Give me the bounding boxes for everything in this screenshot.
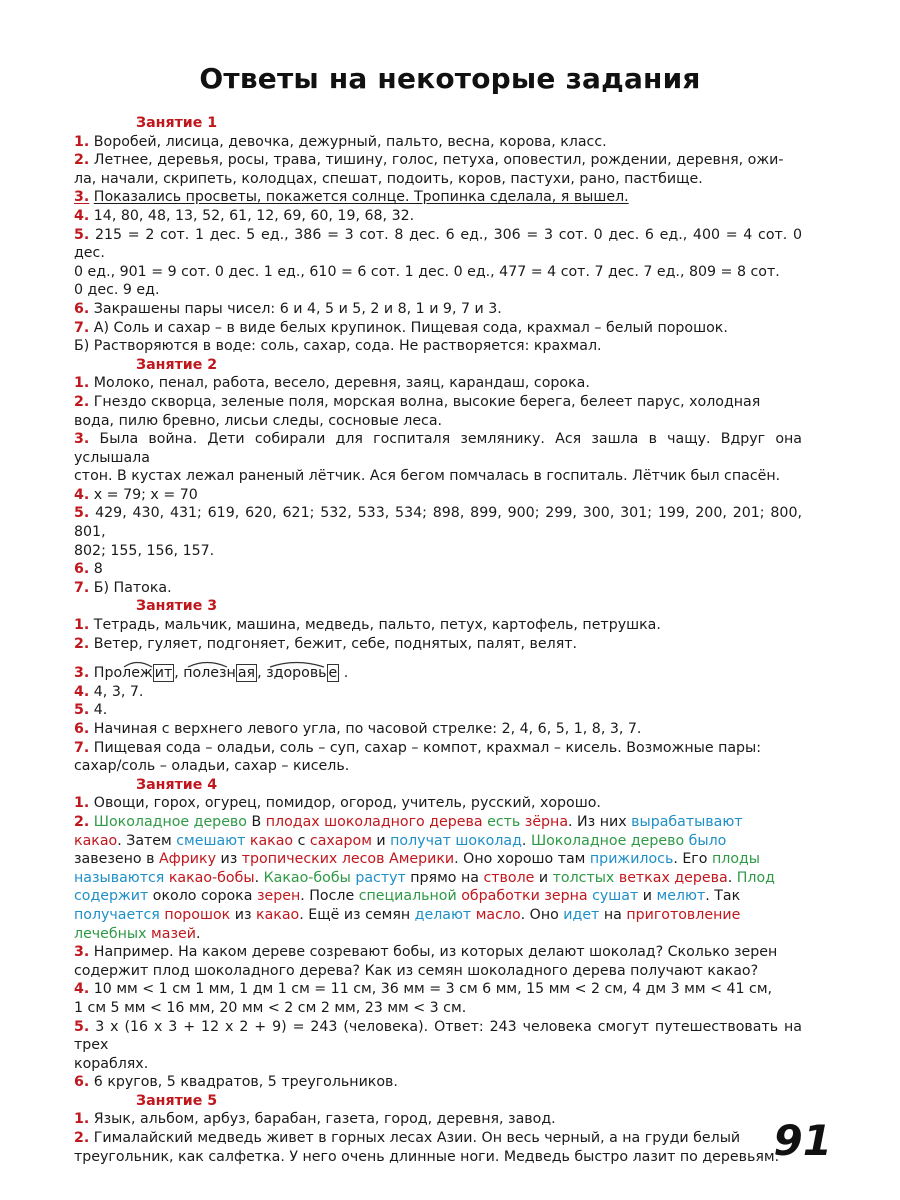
lesson-3-item-3: 3. Пролеж ит , полезн ая , здоровь е . bbox=[74, 664, 802, 683]
lesson-2-item-3-cont: стон. В кустах лежал раненый лётчик. Ася бегом помчалась в госпиталь. Лётчик был спасён. bbox=[74, 468, 781, 485]
lesson-3-item-5: 5. 4. bbox=[74, 702, 108, 719]
lesson-4-item-3: 3. Например. На каком дереве созревают бобы, из которых делают шоколад? Сколько зерен bbox=[74, 944, 778, 961]
lesson-1-item-3: 3. Показались просветы, покажется солнце. Тропинка сделала, я вышел. bbox=[74, 189, 629, 206]
lesson-4-item-3-cont: содержит плод шоколадного дерева? Как из семян шоколадного дерева получают какао? bbox=[74, 962, 759, 979]
lesson-4-item-5: 5. 3 х (16 х 3 + 12 х 2 + 9) = 243 (человека). Ответ: 243 человека смогут путешествовать на трех bbox=[74, 1018, 802, 1054]
lesson-4-item-5-cont: кораблях. bbox=[74, 1055, 149, 1072]
word-poleznaya: полезн ая bbox=[183, 664, 257, 683]
lesson-1-heading: Занятие 1 bbox=[136, 115, 218, 131]
lesson-1-item-1: 1. Воробей, лисица, девочка, дежурный, пальто, весна, корова, класс. bbox=[74, 133, 607, 150]
lesson-2-item-5: 5. 429, 430, 431; 619, 620, 621; 532, 533, 534; 898, 899, 900; 299, 300, 301; 199, 200, 201; 800, 801, bbox=[74, 505, 802, 541]
lesson-4-item-2-cont: содержит около сорока зерен. После специальной обработки зерна сушат и мелют. Так bbox=[74, 888, 741, 905]
word-prolezhit: Пролеж ит bbox=[94, 664, 174, 683]
page-number: 91 bbox=[773, 1116, 832, 1165]
lesson-1-item-7-cont: Б) Растворяются в воде: соль, сахар, сода. Не растворяется: крахмал. bbox=[74, 338, 602, 355]
lesson-5-heading: Занятие 5 bbox=[136, 1092, 218, 1109]
lesson-1-item-5: 5. 215 = 2 сот. 1 дес. 5 ед., 386 = 3 сот. 8 дес. 6 ед., 306 = 3 сот. 0 дес. 6 ед., 400 = 4 сот. 0 дес. bbox=[74, 226, 802, 262]
answers-content bbox=[74, 114, 802, 1166]
lesson-4-heading: Занятие 4 bbox=[136, 776, 218, 793]
lesson-1-item-7: 7. А) Соль и сахар – в виде белых крупинок. Пищевая сода, крахмал – белый порошок. bbox=[74, 319, 728, 336]
lesson-2-item-1: 1. Молоко, пенал, работа, весело, деревня, заяц, карандаш, сорока. bbox=[74, 375, 590, 392]
lesson-2-item-2-cont: вода, пилю бревно, лисьи следы, сосновые леса. bbox=[74, 412, 443, 429]
lesson-3-item-7: 7. Пищевая сода – оладьи, соль – суп, сахар – компот, крахмал – кисель. Возможные пары: bbox=[74, 739, 762, 756]
lesson-4-item-2-cont: получается порошок из какао. Ещё из семян делают масло. Оно идет на приготовление bbox=[74, 906, 741, 923]
lesson-2-heading: Занятие 2 bbox=[136, 356, 218, 373]
lesson-1-item-6: 6. Закрашены пары чисел: 6 и 4, 5 и 5, 2 и 8, 1 и 9, 7 и 3. bbox=[74, 300, 502, 317]
lesson-4-item-2-cont: называются какао-бобы. Какао-бобы растут прямо на стволе и толстых ветках дерева. Плод bbox=[74, 869, 775, 886]
lesson-3-item-6: 6. Начиная с верхнего левого угла, по часовой стрелке: 2, 4, 6, 5, 1, 8, 3, 7. bbox=[74, 721, 642, 737]
lesson-2-item-2: 2. Гнездо скворца, зеленые поля, морская волна, высокие берега, белеет парус, холодная bbox=[74, 393, 761, 410]
lesson-4-item-1: 1. Овощи, горох, огурец, помидор, огород, учитель, русский, хорошо. bbox=[74, 795, 601, 812]
lesson-4-item-2: 2. Шоколадное дерево В плодах шоколадного дерева есть зёрна. Из них вырабатывают bbox=[74, 813, 743, 830]
lesson-1-item-5-cont: 0 ед., 901 = 9 сот. 0 дес. 1 ед., 610 = 6 сот. 1 дес. 0 ед., 477 = 4 сот. 7 дес. 7 ед., 809 = 8 сот. bbox=[74, 263, 780, 280]
lesson-5-item-2: 2. Гималайский медведь живет в горных лесах Азии. Он весь черный, а на груди белый bbox=[74, 1130, 741, 1147]
root-arc-icon bbox=[94, 660, 164, 668]
word-zdorovye: здоровь е bbox=[266, 664, 339, 683]
lesson-4-item-2-cont: завезено в Африку из тропических лесов Америки. Оно хорошо там прижилось. Его плоды bbox=[74, 851, 761, 868]
lesson-3-heading: Занятие 3 bbox=[136, 598, 218, 615]
lesson-2-item-3: 3. Была война. Дети собирали для госпиталя землянику. Ася зашла в чащу. Вдруг она услышала bbox=[74, 431, 802, 466]
lesson-4-item-4-cont: 1 см 5 мм < 16 мм, 20 мм < 2 см 2 мм, 23 мм < 3 см. bbox=[74, 999, 467, 1016]
lesson-2-item-4: 4. х = 79; х = 70 bbox=[74, 486, 198, 503]
lesson-5-item-1: 1. Язык, альбом, арбуз, барабан, газета, город, деревня, завод. bbox=[74, 1111, 556, 1128]
lesson-1-item-5-cont: 0 дес. 9 ед. bbox=[74, 282, 160, 299]
lesson-4-item-6: 6. 6 кругов, 5 квадратов, 5 треугольников. bbox=[74, 1074, 398, 1091]
lesson-2-item-5-cont: 802; 155, 156, 157. bbox=[74, 542, 215, 559]
lesson-4-item-2-cont: какао. Затем смешают какао с сахаром и получат шоколад. Шоколадное дерево было bbox=[74, 832, 727, 849]
page-title: Ответы на некоторые задания bbox=[199, 62, 701, 95]
lesson-3-item-4: 4. 4, 3, 7. bbox=[74, 683, 144, 700]
lesson-4-item-2-cont: лечебных мазей. bbox=[74, 925, 201, 942]
lesson-1-item-2-cont: ла, начали, скрипеть, колодцах, спешат, подоить, коров, пастухи, рано, пастбище. bbox=[74, 170, 703, 187]
lesson-3-item-1: 1. Тетрадь, мальчик, машина, медведь, пальто, петух, картофель, петрушка. bbox=[74, 617, 661, 634]
lesson-5-item-2-cont: треугольник, как салфетка. У него очень длинные ноги. Медведь быстро лазит по деревьям. bbox=[74, 1148, 780, 1165]
lesson-1-item-2: 2. Летнее, деревья, росы, трава, тишину, голос, петуха, оповестил, рождении, деревня, ожи- bbox=[74, 152, 784, 169]
lesson-1-item-4: 4. 14, 80, 48, 13, 52, 61, 12, 69, 60, 19, 68, 32. bbox=[74, 207, 415, 224]
root-arc-icon bbox=[183, 660, 243, 668]
root-arc-icon bbox=[266, 660, 336, 668]
lesson-3-item-2: 2. Ветер, гуляет, подгоняет, бежит, себе, поднятых, палят, велят. bbox=[74, 635, 578, 652]
lesson-2-item-7: 7. Б) Патока. bbox=[74, 579, 172, 596]
lesson-4-item-4: 4. 10 мм < 1 см 1 мм, 1 дм 1 см = 11 см, 36 мм = 3 см 6 мм, 15 мм < 2 см, 4 дм 3 мм < 41 см, bbox=[74, 981, 773, 998]
lesson-2-item-6: 6. 8 bbox=[74, 561, 103, 578]
lesson-3-item-7-cont: сахар/соль – оладьи, сахар – кисель. bbox=[74, 758, 350, 775]
